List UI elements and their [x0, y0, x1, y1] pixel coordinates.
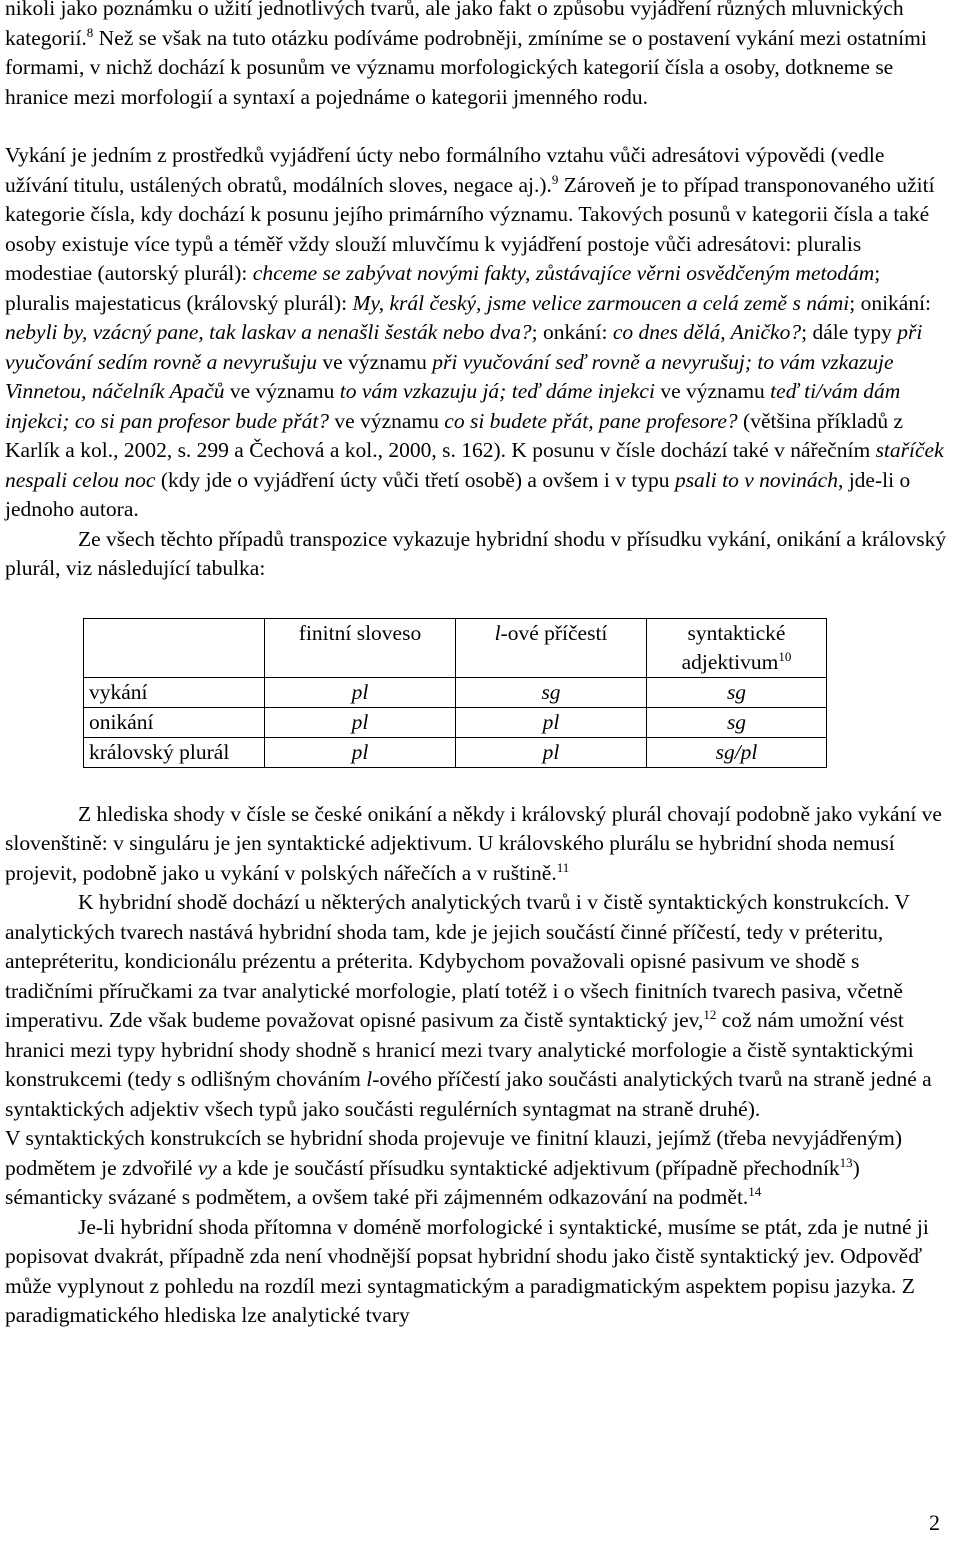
table-cell: pl [265, 707, 456, 737]
footnote-ref-13[interactable]: 13 [839, 1154, 853, 1170]
footnote-ref-10[interactable]: 10 [778, 648, 792, 664]
paragraph-3: Ze všech těchto případů transpozice vykazuje hybridní shodu v přísudku vykání, onikání a královský plurál, viz následující tabulka: [5, 526, 947, 580]
paragraph-2 [5, 141, 950, 525]
text: ; onkání: [531, 320, 613, 344]
example-italic: co si budete přát, pane profesore? [444, 408, 738, 433]
header-l-italic: l [494, 620, 501, 645]
page-number: 2 [929, 1510, 940, 1535]
example-italic: psali to v novinách [674, 467, 838, 492]
table-cell: sg [456, 677, 647, 707]
table-cell: pl [265, 737, 456, 767]
paragraph-4 [5, 800, 950, 889]
footnote-ref-9[interactable]: 9 [551, 171, 559, 187]
paragraph-1 [5, 0, 950, 112]
example-italic: teď ti/vám dám injekci; co si pan profesor bude přát? [5, 379, 901, 433]
text: ; dále typy [801, 320, 898, 344]
text: ; pluralis majestaticus (královský plurál): [5, 261, 881, 315]
text: Z hlediska shody v čísle se české onikání a někdy i královský plurál chovají podobně jako vykání ve slovenštině: v singuláru je jen syntaktické adjektivum. U královského plurálu se hybridní shoda nemusí projevit, podobně jako u vykání v polských nářečích a v ruštině. [5, 801, 942, 885]
text: Vykání je jedním z prostředků vyjádření úcty nebo formálního vztahu vůči adresátovi výpovědi (vedle užívání titulu, ustálených obratů, modálních sloves, negace aj.). [5, 143, 885, 197]
text: nikoli jako poznámku o užití jednotlivých tvarů, ale jako fakt o způsobu vyjádření různých mluvnických kategorií. [5, 0, 904, 50]
example-italic: chceme se zabývat novými fakty, zůstávajíce věrni osvědčeným metodám [252, 261, 875, 285]
table-header-row [84, 618, 827, 677]
table-cell: sg [647, 707, 827, 737]
text: V syntaktických konstrukcích se hybridní shoda projevuje ve finitní klauzi, jejímž (třeba nevyjádřeným) podmětem je zdvořilé [5, 1126, 902, 1180]
table-cell: sg [647, 677, 827, 707]
table-cell: pl [456, 707, 647, 737]
text: Zároveň je to případ transponovaného užití kategorie čísla, kdy dochází k posunu jejího primárního významu. Takových posunů v kategorii čísla a také osoby existuje více typů a téměř vždy slouží mluvčímu k vyjádření postoje vůči adresátovi: pluralis modestiae (autorský plurál): [5, 172, 935, 285]
paragraph-5 [5, 888, 950, 1124]
header-syntactic-adjective [647, 618, 827, 677]
text: a kde je součástí přísudku syntaktické adjektivum (případně přechodník [216, 1155, 840, 1180]
example-italic: l [366, 1067, 373, 1091]
paragraph-6 [5, 1124, 950, 1213]
footnote-ref-8[interactable]: 8 [86, 24, 94, 40]
table-row [84, 737, 827, 767]
table-corner-cell [84, 618, 265, 677]
example-italic: to vám vzkazuju já; teď dáme injekci [339, 379, 655, 403]
table-cell: pl [265, 677, 456, 707]
footnote-ref-11[interactable]: 11 [556, 859, 570, 875]
text: ) sémanticky svázané s podmětem, a ovšem také při zájmenném odkazování na podmět. [5, 1155, 860, 1209]
example-italic: nebyli by, vzácný pane, tak laskav a nenašli šesták nebo dva? [5, 320, 532, 344]
row-label: královský plurál [84, 737, 265, 767]
header-l-rest: -ové příčestí [500, 620, 608, 645]
text: ve významu [317, 349, 433, 374]
text: (většina příkladů z Karlík a kol., 2002, s. 299 a Čechová a kol., 2000, s. 162). K posunu v čísle dochází také v nářečním [5, 408, 904, 462]
text: (kdy jde o vyjádření úcty vůči třetí osobě) a ovšem i v typu [155, 467, 675, 492]
row-label: onikání [84, 707, 265, 737]
example-italic: při vyučování sedím rovně a nevyrušuju [5, 320, 923, 374]
header-adj-text: syntaktické adjektivum [681, 620, 786, 674]
table-cell: sg/pl [647, 737, 827, 767]
text: ; onikání: [849, 290, 932, 315]
text: -ového příčestí jako součásti analytických tvarů na straně jedné a syntaktických adjektiv všech typů jako součásti regulérních syntagmat na straně druhé). [5, 1067, 932, 1121]
agreement-table [83, 618, 827, 768]
example-italic: vy [197, 1155, 217, 1180]
example-italic: při vyučování seď rovně a nevyrušuj; to vám vzkazuje Vinnetou, náčelník Apačů [5, 349, 894, 403]
text: ve významu [224, 379, 340, 403]
text: ve významu [654, 379, 771, 403]
footnote-ref-14[interactable]: 14 [748, 1183, 762, 1199]
example-italic: co dnes dělá, Aničko? [612, 320, 802, 344]
text: což nám umožní vést hranici mezi typy hybridní shody shodně s hranicí mezi tvary analytické morfologie a čistě syntaktickými konstrukcemi (tedy s odlišným chováním [5, 1008, 914, 1091]
table-row [84, 677, 827, 707]
text: K hybridní shodě dochází u některých analytických tvarů i v čistě syntaktických konstrukcích. V analytických tvarech nastává hybridní shoda tam, kde je jejich součástí činné příčestí, tedy v préteritu, antepréteritu, kondicionálu prézentu a préterita. Kdybychom považovali opisné pasivum ve shodě s tradičními příručkami za tvar analytické morfologie, platí totéž i o všech finitních tvarech pasiva, včetně imperativu. Zde však budeme považovat opisné pasivum za čistě syntaktický jev, [5, 890, 910, 1032]
paragraph-7: Je-li hybridní shoda přítomna v doméně morfologické i syntaktické, musíme se ptát, zda je nutné ji popisovat dvakrát, případně zda není vhodnější popsat hybridní shodu jako čistě syntaktický jev. Odpověď může vyplynout z pohledu na rozdíl mezi syntagmatickým a paradigmatickým aspektem popisu jazyka. Z paradigmatického hlediska lze analytické tvary [5, 1214, 929, 1327]
footnote-ref-12[interactable]: 12 [703, 1006, 717, 1022]
row-label: vykání [84, 677, 265, 707]
text: , jde-li o jednoho autora. [5, 467, 911, 521]
header-l-participle [456, 618, 647, 677]
header-finite-verb: finitní sloveso [265, 618, 456, 677]
table-row [84, 707, 827, 737]
document-page [5, 0, 950, 1331]
table-cell: pl [456, 737, 647, 767]
example-italic: My, král český, jsme velice zarmoucen a celá země s námi [352, 290, 850, 315]
text: ve významu [329, 408, 445, 433]
text: Než se však na tuto otázku podíváme podrobněji, zmíníme se o postavení vykání mezi ostatními formami, v nichž dochází k posunům ve významu morfologických kategorií čísla a osoby, dotkneme se hranice mezi morfologií a syntaxí a pojednáme o kategorii jmenného rodu. [5, 25, 927, 109]
example-italic: staříček nespali celou noc [5, 438, 944, 492]
